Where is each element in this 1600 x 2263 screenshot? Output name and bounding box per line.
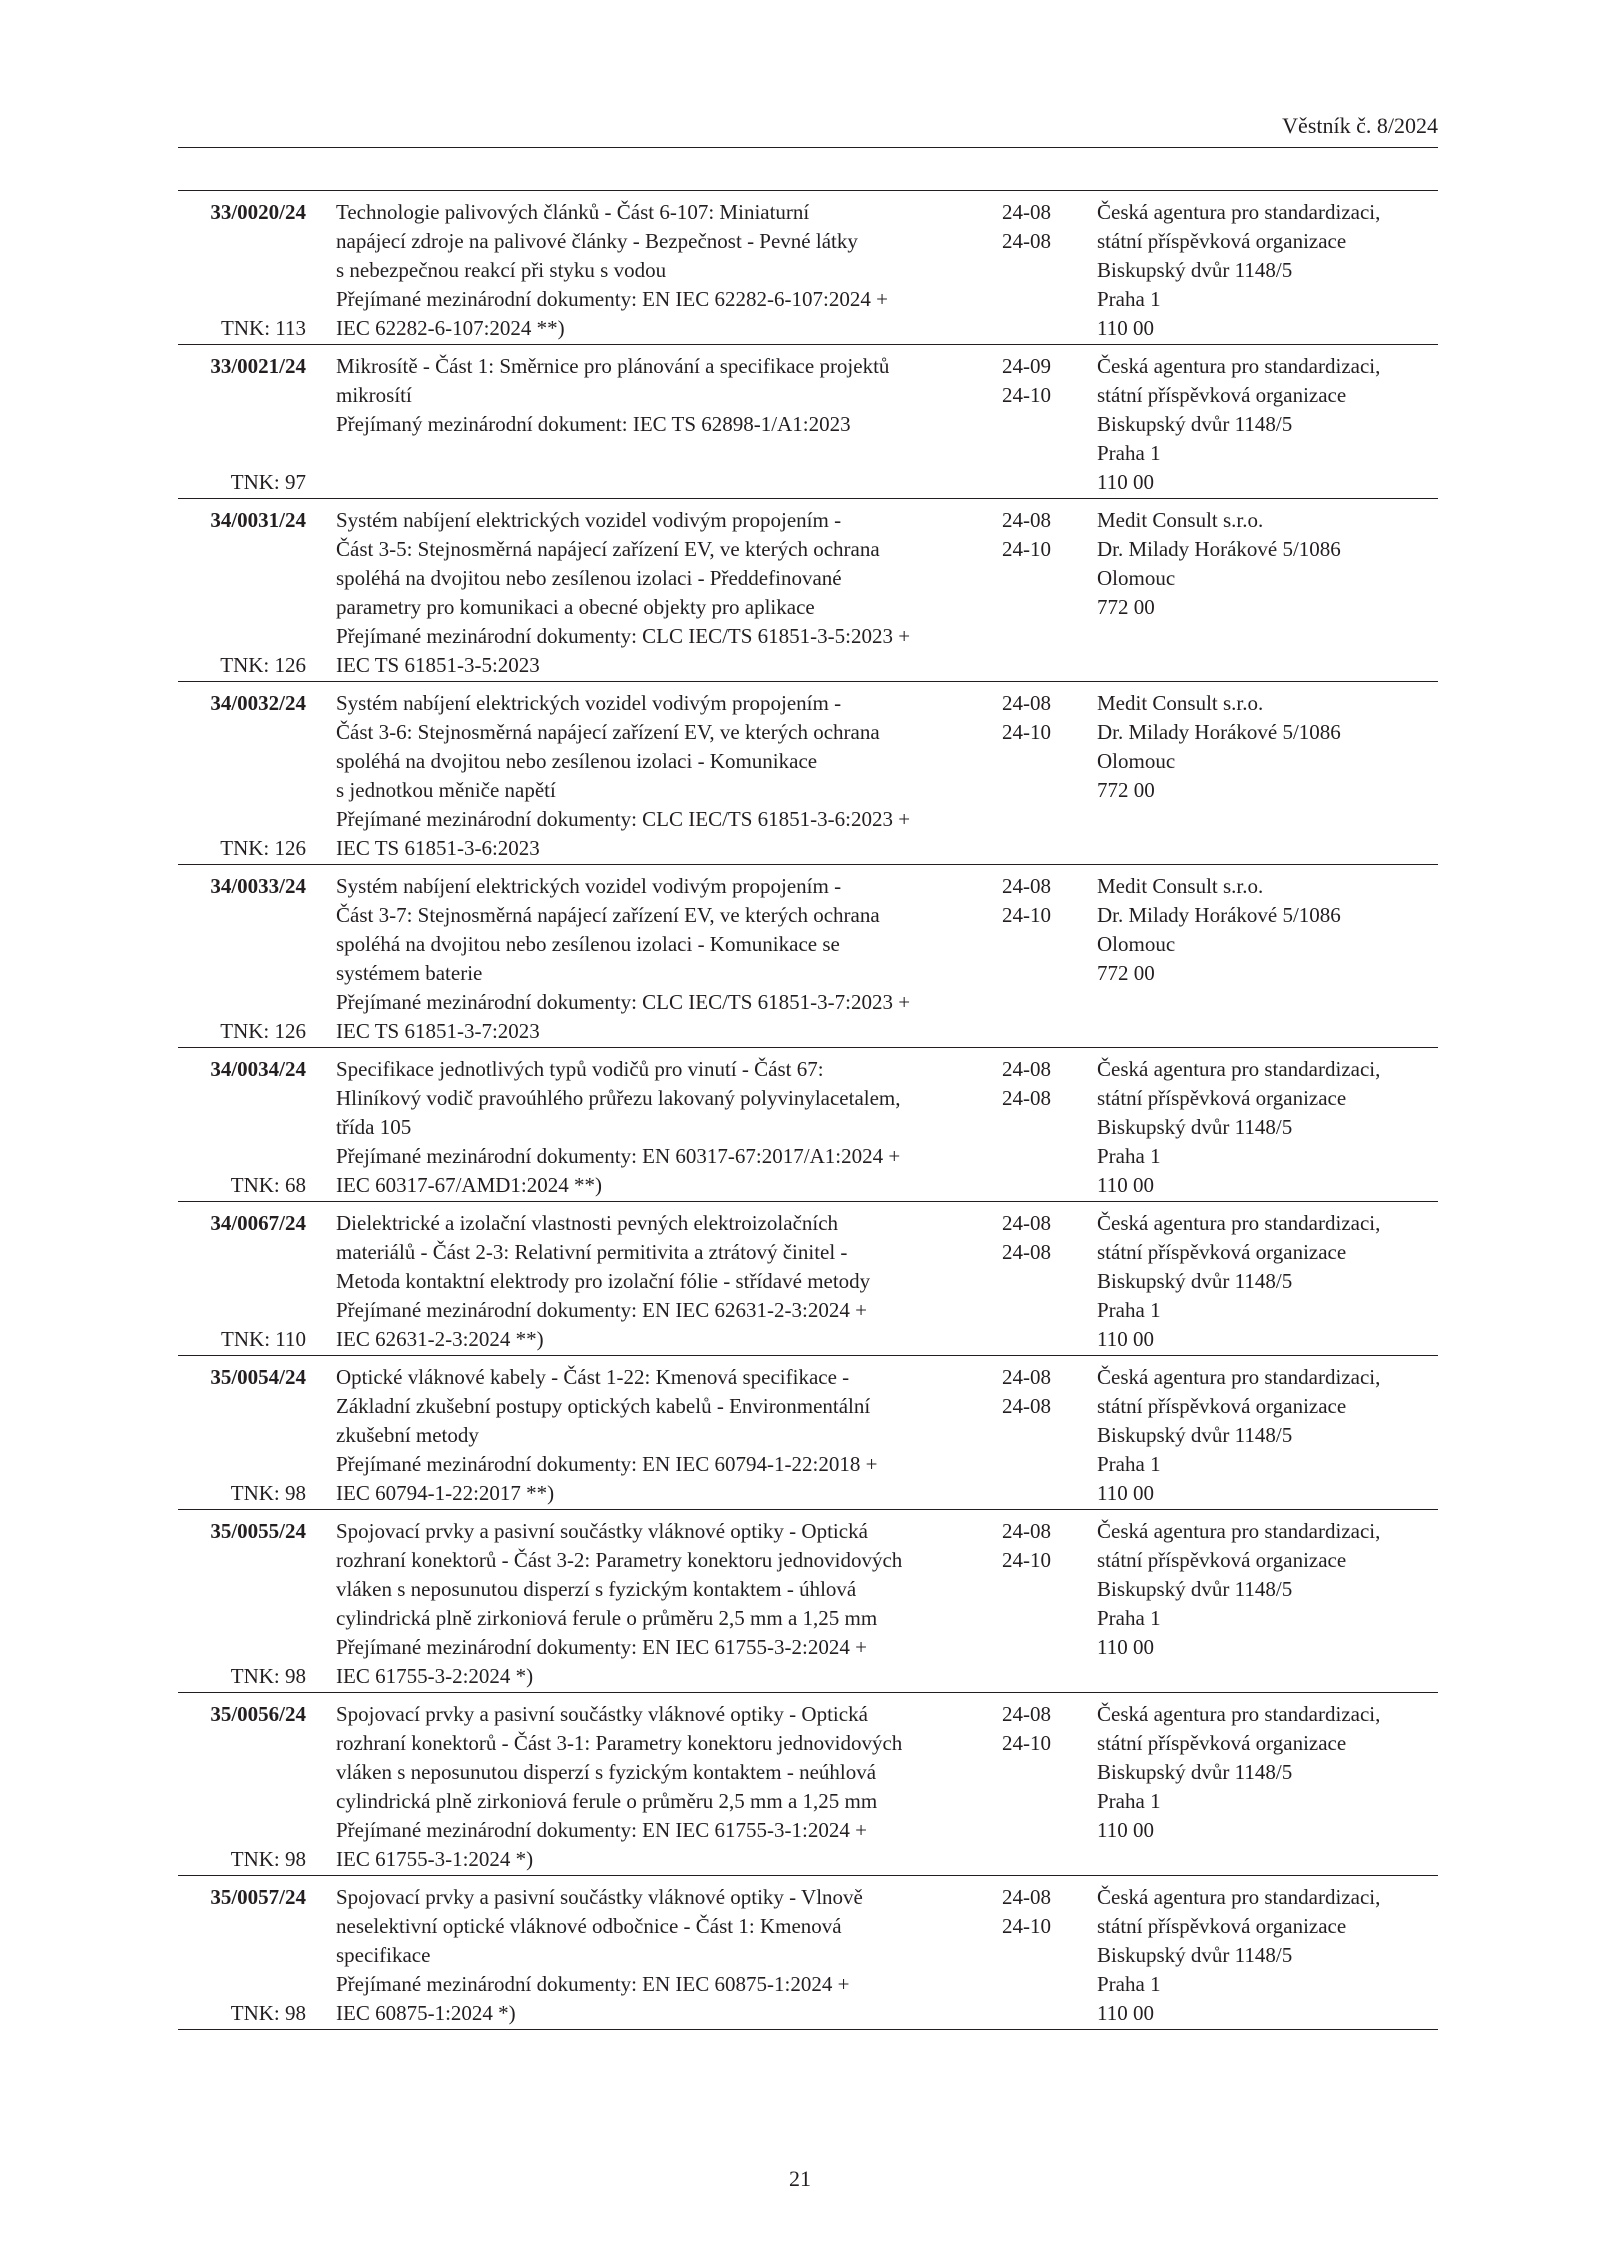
title-line: spoléhá na dvojitou nebo zesílenou izolaci - Komunikace se: [336, 932, 840, 956]
title-line: Mikrosítě - Část 1: Směrnice pro plánování a specifikace projektů: [336, 354, 890, 378]
address-line: Biskupský dvůr 1148/5: [1097, 258, 1293, 282]
address-line: 772 00: [1097, 961, 1155, 985]
address-cell: [1097, 1363, 1438, 1508]
title-line: Přejímané mezinárodní dokumenty: EN 60317-67:2017/A1:2024 +: [336, 1144, 901, 1168]
address-line: Biskupský dvůr 1148/5: [1097, 1115, 1293, 1139]
tnk-number: TNK: 98: [230, 1847, 306, 1871]
date-value: 24-10: [1002, 903, 1051, 927]
title-line: IEC 62631-2-3:2024 **): [336, 1327, 544, 1351]
dates-cell: [1002, 1517, 1097, 1691]
title-line: Dielektrické a izolační vlastnosti pevných elektroizolačních: [336, 1211, 839, 1235]
address-line: Česká agentura pro standardizaci,: [1097, 1519, 1381, 1543]
title-cell: [336, 1055, 1002, 1200]
date-value: 24-08: [1002, 1057, 1051, 1081]
title-line: specifikace: [336, 1943, 431, 1967]
title-line: rozhraní konektorů - Část 3-2: Parametry konektoru jednovidových: [336, 1548, 903, 1572]
tnk-number: TNK: 126: [220, 836, 306, 860]
title-line: Systém nabíjení elektrických vozidel vodivým propojením -: [336, 508, 842, 532]
address-line: Praha 1: [1097, 1606, 1161, 1630]
address-line: 110 00: [1097, 470, 1154, 494]
address-line: Česká agentura pro standardizaci,: [1097, 1702, 1381, 1726]
standard-number: 34/0033/24: [210, 874, 306, 898]
date-value: 24-08: [1002, 874, 1051, 898]
title-line: Základní zkušební postupy optických kabelů - Environmentální: [336, 1394, 871, 1418]
date-value: 24-10: [1002, 537, 1051, 561]
dates-cell: [1002, 352, 1097, 497]
title-line: mikrosítí: [336, 383, 412, 407]
page-header: [178, 113, 1438, 148]
tnk-number: TNK: 113: [221, 316, 306, 340]
date-value: 24-08: [1002, 691, 1051, 715]
address-line: 110 00: [1097, 316, 1154, 340]
title-line: spoléhá na dvojitou nebo zesílenou izolaci - Komunikace: [336, 749, 818, 773]
tnk-number: TNK: 68: [230, 1173, 306, 1197]
table-row: [178, 1048, 1438, 1202]
address-line: 110 00: [1097, 1327, 1154, 1351]
address-line: 110 00: [1097, 1173, 1154, 1197]
table-row: [178, 1202, 1438, 1356]
title-line: Systém nabíjení elektrických vozidel vodivým propojením -: [336, 691, 842, 715]
title-line: IEC TS 61851-3-6:2023: [336, 836, 540, 860]
address-line: Olomouc: [1097, 932, 1176, 956]
address-line: Biskupský dvůr 1148/5: [1097, 1423, 1293, 1447]
address-line: Biskupský dvůr 1148/5: [1097, 1577, 1293, 1601]
date-value: 24-10: [1002, 1548, 1051, 1572]
title-line: zkušební metody: [336, 1423, 479, 1447]
address-cell: [1097, 506, 1438, 680]
title-line: IEC 61755-3-1:2024 *): [336, 1847, 534, 1871]
title-line: IEC 61755-3-2:2024 *): [336, 1664, 534, 1688]
dates-cell: [1002, 1883, 1097, 2028]
title-line: Přejímaný mezinárodní dokument: IEC TS 62898-1/A1:2023: [336, 412, 851, 436]
title-cell: [336, 1883, 1002, 2028]
address-line: Praha 1: [1097, 1789, 1161, 1813]
standard-id-cell: [178, 1363, 308, 1508]
address-cell: [1097, 352, 1438, 497]
title-line: napájecí zdroje na palivové články - Bezpečnost - Pevné látky: [336, 229, 858, 253]
address-line: Olomouc: [1097, 749, 1176, 773]
date-value: 24-08: [1002, 1519, 1051, 1543]
title-line: Přejímané mezinárodní dokumenty: EN IEC 61755-3-2:2024 +: [336, 1635, 867, 1659]
standard-id-cell: [178, 872, 308, 1046]
table-row: [178, 1876, 1438, 2030]
title-line: Optické vláknové kabely - Část 1-22: Kmenová specifikace -: [336, 1365, 850, 1389]
date-value: 24-08: [1002, 508, 1051, 532]
title-line: Přejímané mezinárodní dokumenty: CLC IEC/TS 61851-3-7:2023 +: [336, 990, 911, 1014]
tnk-number: TNK: 98: [230, 1664, 306, 1688]
address-cell: [1097, 1883, 1438, 2028]
tnk-number: TNK: 98: [230, 1481, 306, 1505]
title-line: IEC 62282-6-107:2024 **): [336, 316, 565, 340]
title-line: Metoda kontaktní elektrody pro izolační fólie - střídavé metody: [336, 1269, 871, 1293]
date-value: 24-08: [1002, 1885, 1051, 1909]
standard-number: 33/0021/24: [210, 354, 306, 378]
address-line: Olomouc: [1097, 566, 1176, 590]
title-line: IEC TS 61851-3-7:2023: [336, 1019, 540, 1043]
address-line: 772 00: [1097, 778, 1155, 802]
address-line: Česká agentura pro standardizaci,: [1097, 1885, 1381, 1909]
title-line: Přejímané mezinárodní dokumenty: EN IEC 62631-2-3:2024 +: [336, 1298, 867, 1322]
standard-number: 34/0032/24: [210, 691, 306, 715]
date-value: 24-10: [1002, 1731, 1051, 1755]
dates-cell: [1002, 198, 1097, 343]
standard-id-cell: [178, 1700, 308, 1874]
address-line: Praha 1: [1097, 1298, 1161, 1322]
address-line: Česká agentura pro standardizaci,: [1097, 1057, 1381, 1081]
title-line: s jednotkou měniče napětí: [336, 778, 556, 802]
title-line: s nebezpečnou reakcí při styku s vodou: [336, 258, 667, 282]
standard-id-cell: [178, 352, 308, 497]
standard-id-cell: [178, 198, 308, 343]
title-line: třída 105: [336, 1115, 412, 1139]
address-line: státní příspěvková organizace: [1097, 1394, 1347, 1418]
standard-number: 35/0057/24: [210, 1885, 306, 1909]
standard-number: 34/0031/24: [210, 508, 306, 532]
address-line: státní příspěvková organizace: [1097, 1240, 1347, 1264]
title-line: Přejímané mezinárodní dokumenty: CLC IEC/TS 61851-3-6:2023 +: [336, 807, 911, 831]
address-line: Česká agentura pro standardizaci,: [1097, 1365, 1381, 1389]
title-line: cylindrická plně zirkoniová ferule o průměru 2,5 mm a 1,25 mm: [336, 1789, 878, 1813]
address-line: Česká agentura pro standardizaci,: [1097, 1211, 1381, 1235]
standard-id-cell: [178, 1517, 308, 1691]
address-line: Medit Consult s.r.o.: [1097, 508, 1264, 532]
title-cell: [336, 1700, 1002, 1874]
standard-id-cell: [178, 689, 308, 863]
title-line: systémem baterie: [336, 961, 483, 985]
title-line: IEC TS 61851-3-5:2023: [336, 653, 540, 677]
title-line: Technologie palivových článků - Část 6-107: Miniaturní: [336, 200, 810, 224]
address-line: 110 00: [1097, 1481, 1154, 1505]
title-line: Přejímané mezinárodní dokumenty: CLC IEC/TS 61851-3-5:2023 +: [336, 624, 911, 648]
address-line: 772 00: [1097, 595, 1155, 619]
address-line: Česká agentura pro standardizaci,: [1097, 200, 1381, 224]
address-line: 110 00: [1097, 2001, 1154, 2025]
title-cell: [336, 1209, 1002, 1354]
address-line: Praha 1: [1097, 1452, 1161, 1476]
address-cell: [1097, 1209, 1438, 1354]
title-cell: [336, 689, 1002, 863]
title-line: Část 3-6: Stejnosměrná napájecí zařízení EV, ve kterých ochrana: [336, 720, 880, 744]
title-line: Spojovací prvky a pasivní součástky vláknové optiky - Vlnově: [336, 1885, 863, 1909]
date-value: 24-08: [1002, 1702, 1051, 1726]
title-line: IEC 60794-1-22:2017 **): [336, 1481, 555, 1505]
address-line: Praha 1: [1097, 287, 1161, 311]
title-line: parametry pro komunikaci a obecné objekty pro aplikace: [336, 595, 815, 619]
title-line: Část 3-5: Stejnosměrná napájecí zařízení EV, ve kterých ochrana: [336, 537, 880, 561]
address-line: Biskupský dvůr 1148/5: [1097, 1760, 1293, 1784]
title-line: neselektivní optické vláknové odbočnice - Část 1: Kmenová: [336, 1914, 842, 1938]
address-line: Medit Consult s.r.o.: [1097, 874, 1264, 898]
standard-id-cell: [178, 1209, 308, 1354]
title-line: IEC 60317-67/AMD1:2024 **): [336, 1173, 602, 1197]
address-line: Biskupský dvůr 1148/5: [1097, 1943, 1293, 1967]
page-number: 21: [789, 2166, 811, 2191]
date-value: 24-08: [1002, 1086, 1051, 1110]
standards-table: [178, 190, 1438, 2030]
address-line: Praha 1: [1097, 1144, 1161, 1168]
address-line: 110 00: [1097, 1635, 1154, 1659]
address-line: Dr. Milady Horákové 5/1086: [1097, 720, 1341, 744]
tnk-number: TNK: 110: [221, 1327, 306, 1351]
title-line: Přejímané mezinárodní dokumenty: EN IEC 62282-6-107:2024 +: [336, 287, 888, 311]
date-value: 24-10: [1002, 383, 1051, 407]
date-value: 24-10: [1002, 720, 1051, 744]
address-line: Biskupský dvůr 1148/5: [1097, 1269, 1293, 1293]
address-line: Praha 1: [1097, 441, 1161, 465]
title-line: Spojovací prvky a pasivní součástky vláknové optiky - Optická: [336, 1519, 868, 1543]
dates-cell: [1002, 1700, 1097, 1874]
title-cell: [336, 1517, 1002, 1691]
title-line: Přejímané mezinárodní dokumenty: EN IEC 60875-1:2024 +: [336, 1972, 850, 1996]
dates-cell: [1002, 1209, 1097, 1354]
standard-number: 35/0054/24: [210, 1365, 306, 1389]
address-line: Dr. Milady Horákové 5/1086: [1097, 903, 1341, 927]
table-row: [178, 191, 1438, 345]
address-line: Medit Consult s.r.o.: [1097, 691, 1264, 715]
address-cell: [1097, 198, 1438, 343]
tnk-number: TNK: 98: [230, 2001, 306, 2025]
title-line: spoléhá na dvojitou nebo zesílenou izolaci - Předdefinované: [336, 566, 842, 590]
table-row: [178, 1510, 1438, 1693]
address-cell: [1097, 1517, 1438, 1691]
address-cell: [1097, 689, 1438, 863]
title-line: Přejímané mezinárodní dokumenty: EN IEC 60794-1-22:2018 +: [336, 1452, 878, 1476]
title-cell: [336, 872, 1002, 1046]
title-line: Spojovací prvky a pasivní součástky vláknové optiky - Optická: [336, 1702, 868, 1726]
standard-number: 35/0055/24: [210, 1519, 306, 1543]
address-line: státní příspěvková organizace: [1097, 1914, 1347, 1938]
dates-cell: [1002, 1055, 1097, 1200]
address-cell: [1097, 1700, 1438, 1874]
address-line: Praha 1: [1097, 1972, 1161, 1996]
date-value: 24-08: [1002, 1394, 1051, 1418]
address-line: 110 00: [1097, 1818, 1154, 1842]
address-line: státní příspěvková organizace: [1097, 1548, 1347, 1572]
address-cell: [1097, 872, 1438, 1046]
address-line: Česká agentura pro standardizaci,: [1097, 354, 1381, 378]
standard-number: 34/0067/24: [210, 1211, 306, 1235]
address-line: státní příspěvková organizace: [1097, 1086, 1347, 1110]
title-line: cylindrická plně zirkoniová ferule o průměru 2,5 mm a 1,25 mm: [336, 1606, 878, 1630]
date-value: 24-08: [1002, 1365, 1051, 1389]
table-row: [178, 1693, 1438, 1876]
standard-id-cell: [178, 506, 308, 680]
bulletin-title: Věstník č. 8/2024: [1282, 113, 1438, 138]
standard-number: 34/0034/24: [210, 1057, 306, 1081]
table-row: [178, 345, 1438, 499]
address-line: Biskupský dvůr 1148/5: [1097, 412, 1293, 436]
address-line: Dr. Milady Horákové 5/1086: [1097, 537, 1341, 561]
title-line: Systém nabíjení elektrických vozidel vodivým propojením -: [336, 874, 842, 898]
title-cell: [336, 506, 1002, 680]
title-cell: [336, 198, 1002, 343]
tnk-number: TNK: 97: [230, 470, 306, 494]
date-value: 24-08: [1002, 229, 1051, 253]
table-row: [178, 865, 1438, 1048]
address-cell: [1097, 1055, 1438, 1200]
date-value: 24-08: [1002, 200, 1051, 224]
title-line: Hliníkový vodič pravoúhlého průřezu lakovaný polyvinylacetalem,: [336, 1086, 901, 1110]
dates-cell: [1002, 872, 1097, 1046]
tnk-number: TNK: 126: [220, 1019, 306, 1043]
title-cell: [336, 352, 1002, 497]
title-line: Specifikace jednotlivých typů vodičů pro vinutí - Část 67:: [336, 1057, 824, 1081]
dates-cell: [1002, 506, 1097, 680]
standard-number: 33/0020/24: [210, 200, 306, 224]
title-line: vláken s neposunutou disperzí s fyzickým kontaktem - úhlová: [336, 1577, 857, 1601]
tnk-number: TNK: 126: [220, 653, 306, 677]
table-row: [178, 1356, 1438, 1510]
title-line: materiálů - Část 2-3: Relativní permitivita a ztrátový činitel -: [336, 1240, 848, 1264]
title-cell: [336, 1363, 1002, 1508]
standard-id-cell: [178, 1883, 308, 2028]
date-value: 24-10: [1002, 1914, 1051, 1938]
address-line: státní příspěvková organizace: [1097, 1731, 1347, 1755]
table-row: [178, 499, 1438, 682]
address-line: státní příspěvková organizace: [1097, 229, 1347, 253]
dates-cell: [1002, 1363, 1097, 1508]
title-line: vláken s neposunutou disperzí s fyzickým kontaktem - neúhlová: [336, 1760, 877, 1784]
dates-cell: [1002, 689, 1097, 863]
title-line: IEC 60875-1:2024 *): [336, 2001, 516, 2025]
date-value: 24-08: [1002, 1211, 1051, 1235]
title-line: Část 3-7: Stejnosměrná napájecí zařízení EV, ve kterých ochrana: [336, 903, 880, 927]
date-value: 24-08: [1002, 1240, 1051, 1264]
title-line: rozhraní konektorů - Část 3-1: Parametry konektoru jednovidových: [336, 1731, 903, 1755]
date-value: 24-09: [1002, 354, 1051, 378]
address-line: státní příspěvková organizace: [1097, 383, 1347, 407]
standard-id-cell: [178, 1055, 308, 1200]
table-row: [178, 682, 1438, 865]
standard-number: 35/0056/24: [210, 1702, 306, 1726]
title-line: Přejímané mezinárodní dokumenty: EN IEC 61755-3-1:2024 +: [336, 1818, 867, 1842]
